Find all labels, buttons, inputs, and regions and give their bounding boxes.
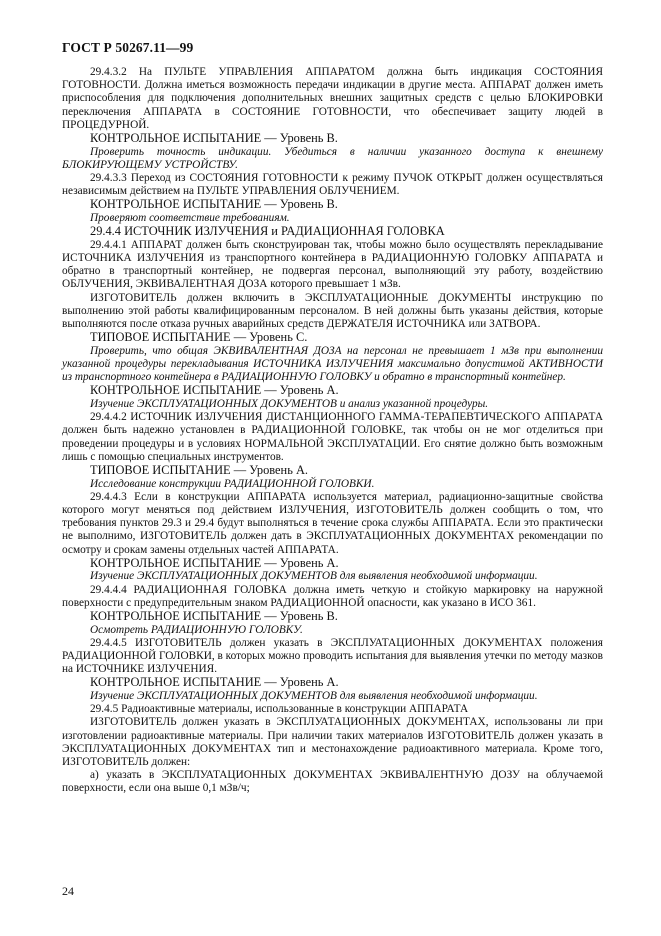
body-paragraph: ИЗГОТОВИТЕЛЬ должен включить в ЭКСПЛУАТАЦИОННЫЕ ДОКУМЕНТЫ инструкцию по выполнению этой работы квалифицированным персоналом. В ней должны быть указаны действия, которые выполняются после отказа ручных аварийных средств ДЕРЖАТЕЛЯ ИСТОЧНИКА или ЗАТВОРА.: [62, 291, 603, 331]
body-paragraph: 29.4.4.5 ИЗГОТОВИТЕЛЬ должен указать в ЭКСПЛУАТАЦИОННЫХ ДОКУМЕНТАХ положения РАДИАЦИОННОЙ ГОЛОВКИ, в которых можно проводить испытания для выявления утечки по методу мазков на ИСТОЧНИКЕ ИЗЛУЧЕНИЯ.: [62, 636, 603, 676]
body-paragraph: 29.4.4.2 ИСТОЧНИК ИЗЛУЧЕНИЯ ДИСТАНЦИОННОГО ГАММА-ТЕРАПЕВТИЧЕСКОГО АППАРАТА должен быть надежно установлен в РАДИАЦИОННОЙ ГОЛОВКЕ, так чтобы он не мог отделиться при проведении процедуры и в условиях НОРМАЛЬНОЙ ЭКСПЛУАТАЦИИ. Его снятие должно быть возможным лишь с помощью специальных инструментов.: [62, 411, 603, 463]
test-level-line: КОНТРОЛЬНОЕ ИСПЫТАНИЕ — Уровень А.: [90, 555, 339, 570]
document-body: [62, 66, 603, 796]
test-method-paragraph: Осмотреть РАДИАЦИОННУЮ ГОЛОВКУ.: [90, 623, 303, 636]
body-paragraph: 29.4.4.3 Если в конструкции АППАРАТА используется материал, радиационно-защитные свойства которого могут меняться под действием ИЗЛУЧЕНИЯ, ИЗГОТОВИТЕЛЬ должен сообщить о том, что требования пунктов 29.3 и 29.4 будут выполняться в течение срока службы АППАРАТА. Если это практически не выполнимо, ИЗГОТОВИТЕЛЬ должен дать в ЭКСПЛУАТАЦИОННЫХ ДОКУМЕНТАХ рекомендации по осмотру и срокам замены отдельных частей АППАРАТА.: [62, 490, 603, 556]
test-method-paragraph: Изучение ЭКСПЛУАТАЦИОННЫХ ДОКУМЕНТОВ для выявления необходимой информации.: [90, 570, 538, 583]
body-paragraph: 29.4.5 Радиоактивные материалы, использованные в конструкции АППАРАТА: [90, 703, 469, 716]
page-number: 24: [62, 884, 74, 898]
test-level-line: КОНТРОЛЬНОЕ ИСПЫТАНИЕ — Уровень А.: [90, 675, 339, 690]
body-paragraph: 29.4.3.3 Переход из СОСТОЯНИЯ ГОТОВНОСТИ к режиму ПУЧОК ОТКРЫТ должен осуществляться независимым действием на ПУЛЬТЕ УПРАВЛЕНИЯ ОБЛУЧЕНИЕМ.: [62, 172, 603, 198]
body-paragraph: 29.4.4.1 АППАРАТ должен быть сконструирован так, чтобы можно было осуществлять перекладывание ИСТОЧНИКА ИЗЛУЧЕНИЯ из транспортного контейнера в РАДИАЦИОННУЮ ГОЛОВКУ АППАРАТА и обратно в транспортный контейнер, не подвергая персонал, выполняющий эту работу, воздействию ОБЛУЧЕНИЯ, ЭКВИВАЛЕНТНАЯ ДОЗА которого превышает 1 мЗв.: [62, 238, 603, 291]
test-level-line: КОНТРОЛЬНОЕ ИСПЫТАНИЕ — Уровень В.: [90, 609, 338, 624]
test-method-paragraph: Исследование конструкции РАДИАЦИОННОЙ ГОЛОВКИ.: [90, 477, 375, 490]
test-method-paragraph: Изучение ЭКСПЛУАТАЦИОННЫХ ДОКУМЕНТОВ и анализ указанной процедуры.: [90, 398, 489, 411]
test-method-paragraph: Проверить точность индикации. Убедиться в наличии указанного доступа к внешнему БЛОКИРУЮЩЕМУ УСТРОЙСТВУ.: [62, 145, 603, 171]
standard-header: ГОСТ Р 50267.11—99: [62, 40, 194, 55]
test-level-line: КОНТРОЛЬНОЕ ИСПЫТАНИЕ — Уровень В.: [90, 131, 338, 146]
test-level-line: КОНТРОЛЬНОЕ ИСПЫТАНИЕ — Уровень А.: [90, 383, 339, 398]
test-level-line: ТИПОВОЕ ИСПЫТАНИЕ — Уровень А.: [90, 463, 308, 478]
test-method-paragraph: Проверяют соответствие требованиям.: [90, 212, 290, 225]
body-paragraph: а) указать в ЭКСПЛУАТАЦИОННЫХ ДОКУМЕНТАХ ЭКВИВАЛЕНТНУЮ ДОЗУ на облучаемой поверхности, если она выше 0,1 мЗв/ч;: [62, 769, 603, 795]
body-paragraph: 29.4.3.2 На ПУЛЬТЕ УПРАВЛЕНИЯ АППАРАТОМ должна быть индикация СОСТОЯНИЯ ГОТОВНОСТИ. Должна иметься возможность передачи индикации в другие места. АППАРАТ должен иметь приспособления для подключения дополнительных внешних защитных средств с целью БЛОКИРОВКИ переключения АППАРАТА в СОСТОЯНИЕ ГОТОВНОСТИ, что обеспечивает защиту людей в ПРОЦЕДУРНОЙ.: [62, 66, 603, 131]
test-level-line: ТИПОВОЕ ИСПЫТАНИЕ — Уровень С.: [90, 330, 308, 345]
section-heading: 29.4.4 ИСТОЧНИК ИЗЛУЧЕНИЯ и РАДИАЦИОННАЯ ГОЛОВКА: [90, 224, 445, 239]
body-paragraph: 29.4.4.4 РАДИАЦИОННАЯ ГОЛОВКА должна иметь четкую и стойкую маркировку на наружной поверхности с предупредительным знаком РАДИАЦИОННОЙ опасности, как указано в ИСО 361.: [62, 583, 603, 609]
test-method-paragraph: Изучение ЭКСПЛУАТАЦИОННЫХ ДОКУМЕНТОВ для выявления необходимой информации.: [90, 690, 538, 703]
body-paragraph: ИЗГОТОВИТЕЛЬ должен указать в ЭКСПЛУАТАЦИОННЫХ ДОКУМЕНТАХ, использованы ли при изготовлении радиоактивные материалы. При наличии таких материалов ИЗГОТОВИТЕЛЬ должен указать в ЭКСПЛУАТАЦИОННЫХ ДОКУМЕНТАХ тип и местонахождение радиоактивного материала. Кроме того, ИЗГОТОВИТЕЛЬ должен:: [62, 716, 603, 769]
test-level-line: КОНТРОЛЬНОЕ ИСПЫТАНИЕ — Уровень В.: [90, 197, 338, 212]
test-method-paragraph: Проверить, что общая ЭКВИВАЛЕНТНАЯ ДОЗА на персонал не превышает 1 мЗв при выполнении указанной процедуры перекладывания ИСТОЧНИКА ИЗЛУЧЕНИЯ максимально допустимой АКТИВНОСТИ из транспортного контейнера в РАДИАЦИОННУЮ ГОЛОВКУ и обратно в транспортный контейнер.: [62, 344, 603, 384]
